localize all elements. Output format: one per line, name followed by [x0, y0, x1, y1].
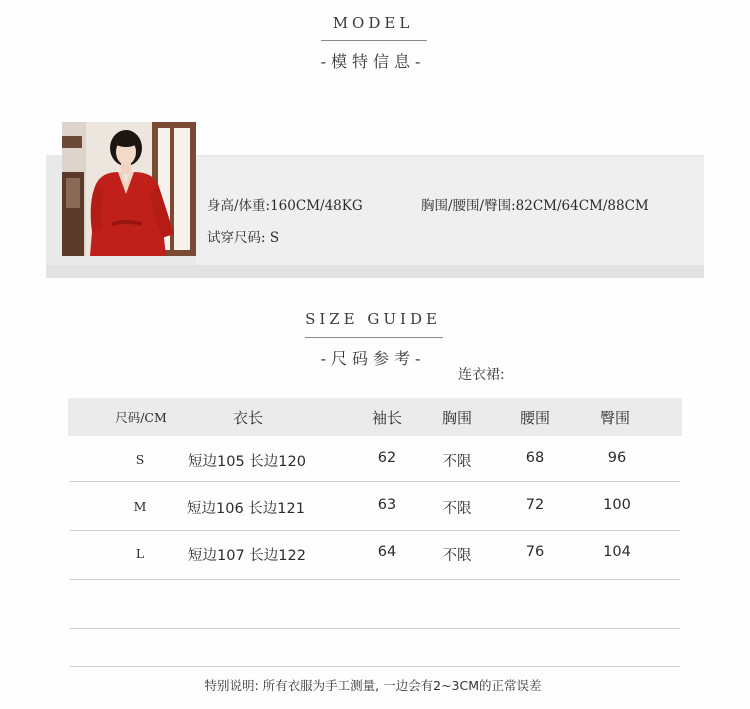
measurement-note: 特别说明: 所有衣服为手工测量, 一边会有2~3CM的正常误差	[204, 678, 542, 693]
row-s-waist: 68	[525, 450, 545, 466]
row-l-length: 短边107 长边122	[188, 548, 306, 564]
row-s-sleeve: 62	[377, 450, 397, 466]
header-chest: 胸围	[441, 409, 472, 427]
size-guide-title-rule	[305, 337, 443, 338]
model-height-weight: 身高/体重:160CM/48KG	[207, 198, 363, 214]
header-hip: 臀围	[599, 409, 630, 427]
product-category-label: 连衣裙:	[458, 367, 505, 383]
row-m-sleeve: 63	[377, 497, 397, 513]
model-photo	[62, 122, 196, 256]
row-m-length: 短边106 长边121	[187, 501, 305, 517]
size-guide-title-en: SIZE GUIDE	[305, 310, 441, 328]
row-m-chest: 不限	[442, 501, 472, 517]
header-size: 尺码/CM	[115, 410, 167, 425]
size-guide-title-cn: -尺码参考-	[320, 349, 426, 368]
row-l-waist: 76	[525, 544, 545, 560]
row-l-sleeve: 64	[377, 544, 397, 560]
row-m-hip: 100	[603, 497, 631, 513]
row-s-hip: 96	[607, 450, 627, 466]
row-s-length: 短边105 长边120	[188, 454, 306, 470]
row-divider	[70, 579, 680, 580]
row-l-size: L	[135, 546, 145, 561]
header-waist: 腰围	[519, 409, 550, 427]
header-sleeve: 袖长	[371, 409, 402, 427]
row-l-chest: 不限	[442, 548, 472, 564]
row-m-size: M	[133, 499, 147, 514]
row-divider	[70, 666, 680, 667]
row-m-waist: 72	[525, 497, 545, 513]
model-title-rule	[321, 40, 427, 41]
row-s-size: S	[135, 452, 145, 467]
header-length: 衣长	[232, 409, 263, 427]
row-l-hip: 104	[603, 544, 631, 560]
row-divider	[70, 481, 680, 482]
model-panel-strip	[46, 265, 704, 278]
model-title-en: MODEL	[332, 14, 414, 32]
model-trial-size: 试穿尺码: S	[207, 230, 280, 246]
model-measurements: 胸围/腰围/臀围:82CM/64CM/88CM	[421, 198, 649, 214]
model-title-cn: -模特信息-	[320, 52, 426, 71]
row-divider	[70, 628, 680, 629]
row-s-chest: 不限	[442, 454, 472, 470]
row-divider	[70, 530, 680, 531]
